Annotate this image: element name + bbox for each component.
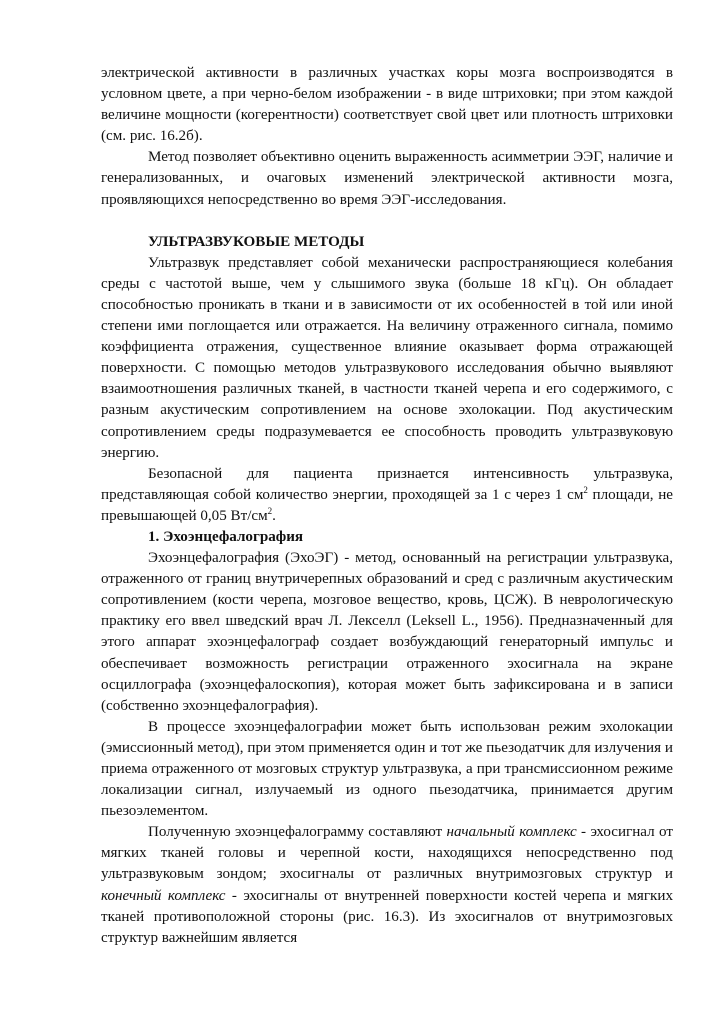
paragraph-ultrasound-definition: Ультразвук представляет собой механически распространяющиеся колебания среды с частотой выше, чем у слышимого звука (больше 18 кГц). Он обладает способностью проникать в ткани и в зависимости от их особенностей в той или иной степени ими поглощается или отражается. На величину отраженного сигнала, помимо коэффициента отражения, существенное влияние оказывает форма отражающей поверхности. С помощью методов ультразвукового исследования обычно выявляют взаимоотношения различных тканей, в частности тканей черепа и его содержимого, с разным акустическим сопротивлением на основе эхолокации. Под акустическим сопротивлением среды подразумевается ее способность проводить ультразвуковую энергию. — [101, 254, 673, 461]
subheading-echoencephalography: 1. Эхоэнцефалография — [148, 528, 304, 545]
complexes-text-b: - эхосигнал от мягких тканей головы и черепной кости, находящихся непосредственно под ультразвуковым зондом; эхосигналы от различных внутримозговых структур и — [101, 824, 673, 883]
paragraph-ultrasound-safety — [101, 464, 673, 527]
section-heading-ultrasound: УЛЬТРАЗВУКОВЫЕ МЕТОДЫ — [148, 233, 365, 250]
superscript-1: 2 — [583, 484, 588, 495]
term-final-complex: конечный комплекс — [101, 887, 226, 904]
paragraph-echoeg-complexes — [101, 822, 673, 949]
paragraph-echoeg-modes: В процессе эхоэнцефалографии может быть использован режим эхолокации (эмиссионный метод), при этом применяется один и тот же пьезодатчик для излучения и приема отраженного от мозговых структур ультразвука, а при трансмиссионном режиме локализации сигнал, излучаемый из одного пьезодатчика, принимается другим пьезоэлементом. — [101, 718, 673, 820]
complexes-text-a: Полученную эхоэнцефалограмму составляют — [148, 824, 447, 841]
paragraph-eeg-mapping: электрической активности в различных участках коры мозга воспроизводятся в условном цвете, а при черно-белом изображении - в виде штриховки; при этом каждой величине мощности (когерентности) соответствует свой цвет или плотность штриховки (см. рис. 16.2б). — [101, 65, 673, 145]
safety-text-c: . — [272, 507, 276, 524]
paragraph-eeg-method: Метод позволяет объективно оценить выраженность асимметрии ЭЭГ, наличие и генерализованных, и очаговых изменений электрической активности мозга, проявляющихся непосредственно во время ЭЭГ-исследования. — [101, 149, 673, 208]
term-initial-complex: начальный комплекс — [446, 824, 577, 841]
complexes-text-c: - эхосигналы от внутренней поверхности костей черепа и мягких тканей противоположной стороны (рис. 16.3). Из эхосигналов от внутримозговых структур важнейшим является — [101, 887, 673, 946]
safety-text-b: площади, не превышающей 0,05 Вт/см — [101, 486, 673, 524]
paragraph-echoeg-definition: Эхоэнцефалография (ЭхоЭГ) - метод, основанный на регистрации ультразвука, отраженного от границ внутричерепных образований и сред с различным акустическим сопротивлением (кости черепа, мозговое вещество, кровь, ЦСЖ). В неврологическую практику его ввел шведский врач Л. Лекселл (Leksell L., 1956). Предназначенный для этого аппарат эхоэнцефалограф создает возбуждающий генераторный импульс и обеспечивает возможность регистрации отраженного эхосигнала на экране осциллографа (эхоэнцефалоскопия), которая может быть зафиксирована и в записи (собственно эхоэнцефалография). — [101, 550, 673, 714]
superscript-2: 2 — [267, 505, 273, 516]
safety-text-a: Безопасной для пациента признается интенсивность ультразвука, представляющая собой количество энергии, проходящей за 1 с через 1 см — [101, 465, 673, 503]
document-page — [101, 63, 673, 949]
